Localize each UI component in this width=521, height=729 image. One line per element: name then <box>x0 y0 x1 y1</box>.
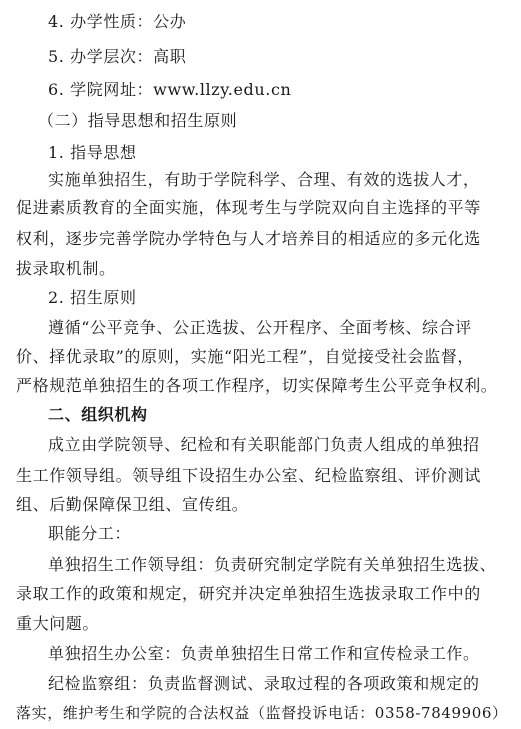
paragraph-line: 权利，逐步完善学院办学特色与人才培养目的相适应的多元化选 <box>16 229 481 248</box>
line-school-nature: 4. 办学性质：公办 <box>48 12 187 31</box>
paragraph-line: 拔录取机制。 <box>16 259 116 278</box>
subheading-enrollment-principle: 2. 招生原则 <box>48 288 137 307</box>
line-school-level: 5. 办学层次：高职 <box>48 47 187 66</box>
subheading-guiding-thought: 1. 指导思想 <box>48 143 137 162</box>
paragraph-line: 单独招生工作领导组：负责研究制定学院有关单独招生选拔、 <box>48 555 497 574</box>
paragraph-line: 实施单独招生，有助于学院科学、合理、有效的选拔人才， <box>48 170 480 189</box>
paragraph-line: 严格规范单独招生的各项工作程序，切实保障考生公平竞争权利。 <box>16 376 498 395</box>
paragraph-line: 重大问题。 <box>16 614 100 633</box>
paragraph-line: 成立由学院领导、纪检和有关职能部门负责人组成的单独招 <box>48 435 480 454</box>
section-heading-guiding-principles: （二）指导思想和招生原则 <box>38 111 238 130</box>
paragraph-line: 录取工作的政策和规定，研究并决定单独招生选拔录取工作中的 <box>16 584 481 603</box>
paragraph-line: 生工作领导组。领导组下设招生办公室、纪检监察组、评价测试 <box>16 466 481 485</box>
paragraph-line: 遵循“公平竞争、公正选拔、公开程序、全面考核、综合评 <box>48 318 472 337</box>
paragraph-line: 价、择优录取”的原则，实施“阳光工程”，自觉接受社会监督， <box>16 347 474 366</box>
section-heading-organization: 二、组织机构 <box>48 405 148 424</box>
line-school-website: 6. 学院网址：www.llzy.edu.cn <box>48 80 292 99</box>
paragraph-line: 促进素质教育的全面实施，体现考生与学院双向自主选择的平等 <box>16 198 481 217</box>
paragraph-line: 组、后勤保障保卫组、宣传组。 <box>16 495 249 514</box>
paragraph-line: 纪检监察组：负责监督测试、录取过程的各项政策和规定的 <box>48 674 480 693</box>
subheading-responsibilities: 职能分工： <box>48 524 132 543</box>
paragraph-line: 落实，维护考生和学院的合法权益（监督投诉电话：0358-7849906） <box>16 704 508 722</box>
paragraph-line: 单独招生办公室：负责单独招生日常工作和宣传检录工作。 <box>48 644 480 663</box>
